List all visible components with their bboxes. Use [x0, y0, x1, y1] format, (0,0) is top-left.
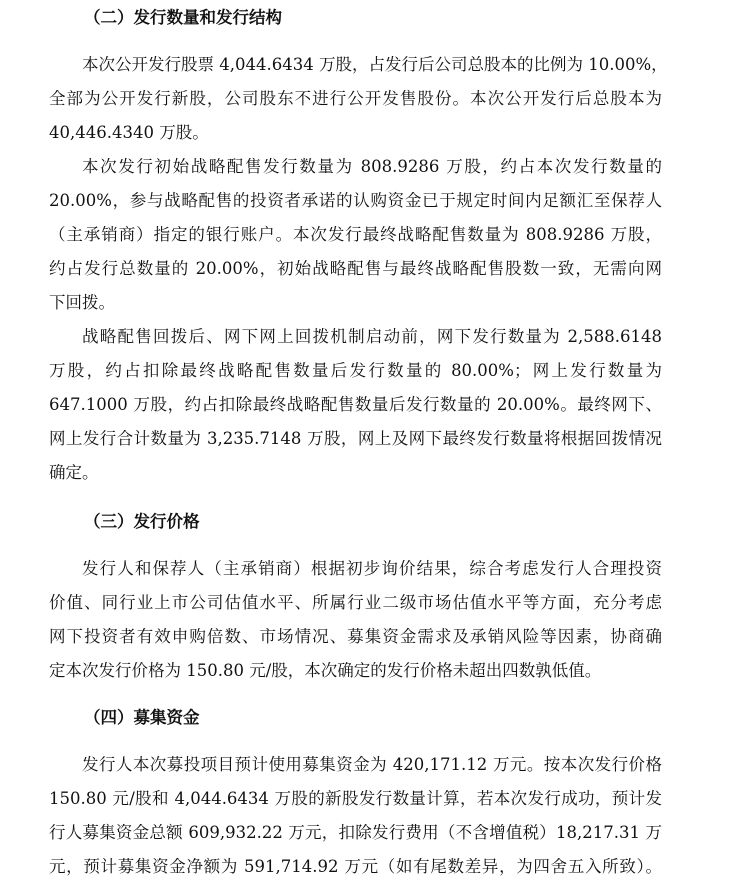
paragraph-line: 行人募集资金总额 609,932.22 万元，扣除发行费用（不含增值税）18,217.31 万: [49, 823, 662, 842]
paragraph-line: 战略配售回拨后、网下网上回拨机制启动前，网下发行数量为 2,588.6148: [82, 327, 662, 346]
paragraph-line: 全部为公开发行新股，公司股东不进行公开发售股份。本次公开发行后总股本为: [49, 89, 662, 108]
paragraph-line: 发行人和保荐人（主承销商）根据初步询价结果，综合考虑发行人合理投资: [82, 559, 662, 578]
section-heading-raised-funds: （四）募集资金: [84, 708, 200, 727]
paragraph-line: 647.1000 万股，约占扣除最终战略配售数量后发行数量的 20.00%。最终网下、: [49, 395, 662, 414]
paragraph-line: 本次发行初始战略配售发行数量为 808.9286 万股，约占本次发行数量的: [82, 157, 662, 176]
section-heading-issuance-structure: （二）发行数量和发行结构: [84, 8, 282, 27]
paragraph-line: 150.80 元/股和 4,044.6434 万股的新股发行数量计算，若本次发行成功，预计发: [49, 789, 662, 808]
paragraph-line: 20.00%，参与战略配售的投资者承诺的认购资金已于规定时间内足额汇至保荐人: [49, 191, 662, 210]
section-heading-issue-price: （三）发行价格: [84, 512, 200, 531]
paragraph-line: 网上发行合计数量为 3,235.7148 万股，网上及网下最终发行数量将根据回拨情况: [49, 429, 662, 448]
paragraph-line: 网下投资者有效申购倍数、市场情况、募集资金需求及承销风险等因素，协商确: [49, 627, 662, 646]
paragraph-line: 约占发行总数量的 20.00%，初始战略配售与最终战略配售股数一致，无需向网: [49, 259, 662, 278]
paragraph-line: 元，预计募集资金净额为 591,714.92 万元（如有尾数差异，为四舍五入所致）。: [49, 857, 662, 876]
paragraph-line: 价值、同行业上市公司估值水平、所属行业二级市场估值水平等方面，充分考虑: [49, 593, 662, 612]
paragraph-line: 下回拨。: [49, 293, 115, 312]
paragraph-line: 发行人本次募投项目预计使用募集资金为 420,171.12 万元。按本次发行价格: [82, 755, 662, 774]
paragraph-line: 40,446.4340 万股。: [49, 123, 209, 142]
paragraph-line: 万股，约占扣除最终战略配售数量后发行数量的 80.00%；网上发行数量为: [49, 361, 662, 380]
paragraph-line: 定本次发行价格为 150.80 元/股，本次确定的发行价格未超出四数孰低值。: [49, 661, 602, 680]
paragraph-line: 确定。: [49, 463, 99, 482]
paragraph-line: （主承销商）指定的银行账户。本次发行最终战略配售数量为 808.9286 万股，: [49, 225, 662, 244]
paragraph-line: 本次公开发行股票 4,044.6434 万股，占发行后公司总股本的比例为 10.00%，: [82, 55, 668, 74]
